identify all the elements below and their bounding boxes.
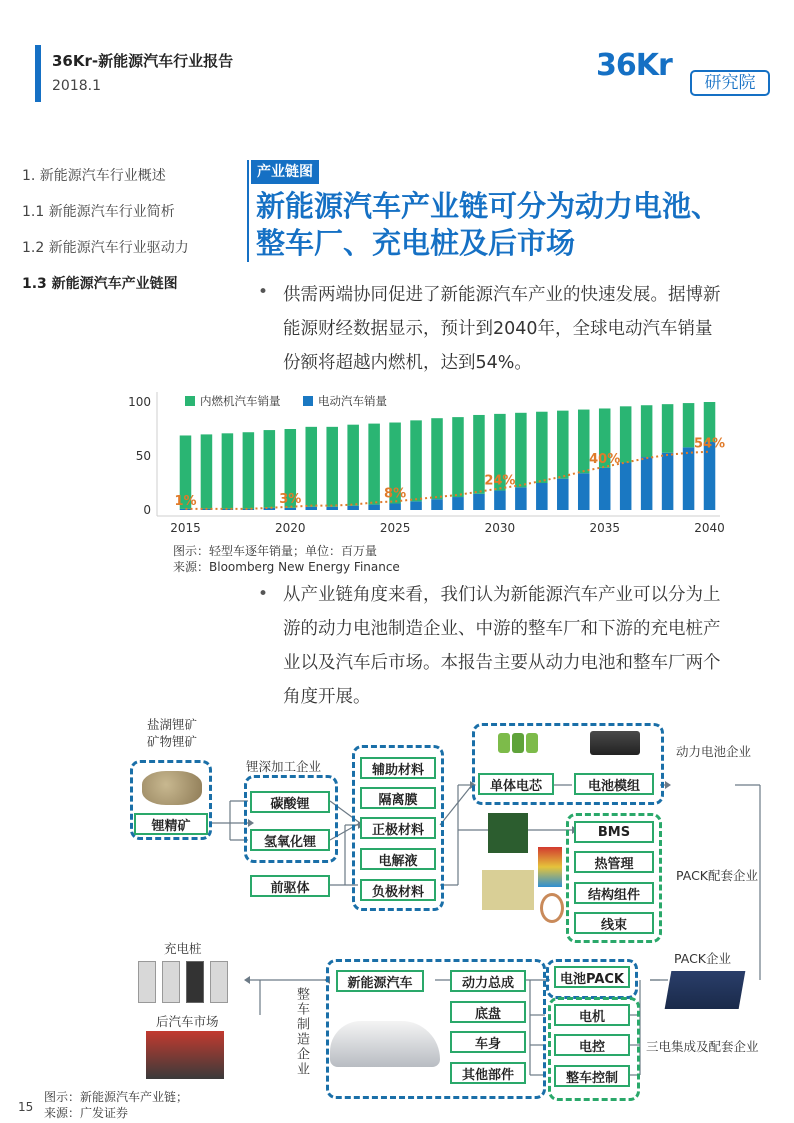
aux-material-box: 辅助材料 bbox=[360, 757, 436, 779]
bullet-marker: • bbox=[258, 584, 269, 604]
ore-rock-image bbox=[142, 771, 202, 805]
nav-item-analysis[interactable]: 1.1 新能源汽车行业简析 bbox=[22, 204, 175, 220]
paragraph-2: 从产业链角度来看，我们认为新能源汽车产业可以分为上游的动力电池制造企业、中游的整车厂和下游的充电桩产业以及汽车后市场。本报告主要从动力电池和整车厂两个角度开展。 bbox=[283, 585, 721, 707]
charging-pile-label: 充电桩 bbox=[164, 941, 202, 956]
nav-item-overview[interactable]: 1. 新能源汽车行业概述 bbox=[22, 168, 166, 184]
electrolyte-box: 电解液 bbox=[360, 848, 436, 870]
battery-module-image bbox=[590, 731, 640, 755]
pack-company-label: PACK企业 bbox=[674, 951, 731, 966]
x-tick-label: 2040 bbox=[694, 521, 725, 535]
chart-source: 来源：Bloomberg New Energy Finance bbox=[173, 560, 400, 574]
li-hydroxide-box: 氢氧化锂 bbox=[250, 829, 330, 851]
bar-ev bbox=[347, 506, 359, 510]
bar-ev bbox=[599, 468, 611, 510]
chart-caption: 图示：轻型车逐年销量；单位：百万量 bbox=[173, 544, 378, 558]
chassis-box: 底盘 bbox=[450, 1001, 526, 1023]
bar-ice bbox=[222, 433, 234, 509]
battery-module-box: 电池模组 bbox=[574, 773, 654, 795]
nav-item-chain[interactable]: 1.3 新能源汽车产业链图 bbox=[22, 276, 178, 292]
bar-ev bbox=[662, 453, 674, 510]
share-annotation: 3% bbox=[279, 491, 302, 507]
bar-ice bbox=[410, 420, 422, 501]
bar-ice bbox=[431, 418, 443, 499]
share-annotation: 24% bbox=[484, 473, 516, 489]
deep-processing-label: 锂深加工企业 bbox=[246, 759, 322, 774]
aftermarket-label: 后汽车市场 bbox=[156, 1014, 219, 1029]
bar-ev bbox=[264, 508, 276, 510]
logo-subtitle: 研究院 bbox=[690, 70, 770, 96]
car-image bbox=[330, 1021, 440, 1067]
charging-pile-image bbox=[138, 957, 238, 1003]
bar-ice bbox=[243, 432, 255, 509]
share-annotation: 8% bbox=[384, 486, 407, 502]
bar-ev bbox=[620, 462, 632, 510]
share-annotation: 40% bbox=[589, 451, 621, 467]
bms-box: BMS bbox=[574, 821, 654, 843]
pack-support-label: PACK配套企业 bbox=[676, 868, 758, 883]
battery-cell-image bbox=[498, 729, 548, 755]
bar-ev bbox=[515, 487, 527, 510]
bar-ice bbox=[452, 417, 464, 497]
legend-swatch bbox=[185, 396, 195, 406]
bar-ev bbox=[683, 447, 695, 510]
bar-ice bbox=[473, 415, 485, 494]
diagram-caption: 图示：新能源汽车产业链； bbox=[44, 1090, 189, 1104]
x-tick-label: 2035 bbox=[589, 521, 620, 535]
battery-company-label: 动力电池企业 bbox=[676, 744, 752, 759]
harness-box: 线束 bbox=[574, 912, 654, 934]
mineral-ore-label: 矿物锂矿 bbox=[147, 734, 198, 749]
precursor-box: 前驱体 bbox=[250, 875, 330, 897]
bar-ice bbox=[620, 406, 632, 462]
bar-ev bbox=[305, 507, 317, 510]
thermal-map-image bbox=[538, 847, 562, 887]
controller-box: 电控 bbox=[554, 1034, 630, 1056]
x-tick-label: 2030 bbox=[484, 521, 516, 535]
bar-ice bbox=[305, 427, 317, 507]
bar-ice bbox=[683, 403, 695, 447]
page-number: 15 bbox=[18, 1100, 34, 1114]
bar-ev bbox=[704, 442, 716, 510]
anode-box: 负极材料 bbox=[360, 879, 436, 901]
bar-ice bbox=[557, 411, 569, 479]
section-tag: 产业链图 bbox=[251, 160, 319, 184]
report-date: 2018.1 bbox=[52, 78, 101, 94]
battery-pack-box: 电池PACK bbox=[554, 966, 630, 988]
legend-label: 电动汽车销量 bbox=[318, 394, 387, 408]
bar-ev bbox=[452, 497, 464, 510]
separator-box: 隔离膜 bbox=[360, 787, 436, 809]
motor-box: 电机 bbox=[554, 1004, 630, 1026]
structure-image bbox=[482, 870, 534, 910]
body-box: 车身 bbox=[450, 1031, 526, 1053]
bar-ev bbox=[285, 508, 297, 510]
vehicle-control-box: 整车控制 bbox=[554, 1065, 630, 1087]
single-cell-box: 单体电芯 bbox=[478, 773, 554, 795]
36kr-logo bbox=[596, 48, 771, 98]
bar-ice bbox=[536, 412, 548, 483]
bms-board-image bbox=[488, 813, 528, 853]
three-electric-label: 三电集成及配套企业 bbox=[646, 1039, 759, 1054]
bar-ev bbox=[431, 499, 443, 510]
nav-item-drivers[interactable]: 1.2 新能源汽车行业驱动力 bbox=[22, 240, 189, 256]
structure-box: 结构组件 bbox=[574, 882, 654, 904]
lithium-ore-box: 锂精矿 bbox=[134, 813, 208, 835]
bar-ice bbox=[368, 424, 380, 505]
x-tick-label: 2020 bbox=[275, 521, 306, 535]
bar-ice bbox=[201, 434, 213, 509]
legend-swatch bbox=[303, 396, 313, 406]
other-parts-box: 其他部件 bbox=[450, 1062, 526, 1084]
salt-lake-ore-label: 盐湖锂矿 bbox=[147, 717, 198, 732]
legend-label: 内燃机汽车销量 bbox=[200, 394, 281, 408]
y-tick-label: 0 bbox=[143, 503, 151, 517]
li-carbonate-box: 碳酸锂 bbox=[250, 791, 330, 813]
logo-wordmark: 36Kr bbox=[596, 48, 672, 83]
share-annotation: 54% bbox=[693, 436, 726, 452]
bar-ev bbox=[536, 483, 548, 510]
bar-ev bbox=[494, 491, 506, 510]
cathode-box: 正极材料 bbox=[360, 817, 436, 839]
aftermarket-image bbox=[146, 1031, 224, 1079]
bar-ice bbox=[578, 410, 590, 474]
bar-ev bbox=[578, 473, 590, 510]
oem-vertical-label: 整车制造企业 bbox=[294, 987, 309, 1077]
wiring-image bbox=[540, 893, 564, 923]
bar-ice bbox=[347, 425, 359, 506]
header-accent-bar bbox=[35, 45, 41, 102]
bar-ev bbox=[368, 505, 380, 510]
section-title: 新能源汽车产业链可分为动力电池、整车厂、充电桩及后市场 bbox=[256, 189, 721, 260]
pack-image bbox=[665, 971, 746, 1009]
y-tick-label: 100 bbox=[128, 395, 151, 409]
bar-ev bbox=[326, 507, 338, 510]
bar-ice bbox=[515, 413, 527, 488]
bar-ice bbox=[264, 430, 276, 508]
section-divider bbox=[247, 160, 249, 262]
bar-ice bbox=[326, 427, 338, 507]
bar-ice bbox=[641, 405, 653, 457]
industry-chain-diagram bbox=[120, 715, 780, 1105]
report-title: 36Kr-新能源汽车行业报告 bbox=[52, 52, 234, 70]
bullet-marker: • bbox=[258, 282, 269, 302]
thermal-box: 热管理 bbox=[574, 851, 654, 873]
bar-ev bbox=[641, 457, 653, 510]
diagram-source: 来源：广发证券 bbox=[44, 1106, 129, 1120]
y-tick-label: 50 bbox=[135, 449, 151, 463]
bar-ice bbox=[662, 404, 674, 453]
sales-chart bbox=[125, 390, 730, 540]
bar-ev bbox=[473, 494, 485, 510]
bar-ev bbox=[410, 501, 422, 510]
x-tick-label: 2015 bbox=[170, 521, 201, 535]
paragraph-1: 供需两端协同促进了新能源汽车产业的快速发展。据博新能源财经数据显示，预计到2040年，全球电动汽车销量份额将超越内燃机，达到54%。 bbox=[283, 285, 721, 373]
bar-ev bbox=[389, 504, 401, 510]
x-tick-label: 2025 bbox=[379, 521, 411, 535]
share-annotation: 1% bbox=[174, 493, 197, 509]
bar-ev bbox=[557, 479, 569, 510]
nev-box: 新能源汽车 bbox=[336, 970, 424, 992]
powertrain-box: 动力总成 bbox=[450, 970, 526, 992]
